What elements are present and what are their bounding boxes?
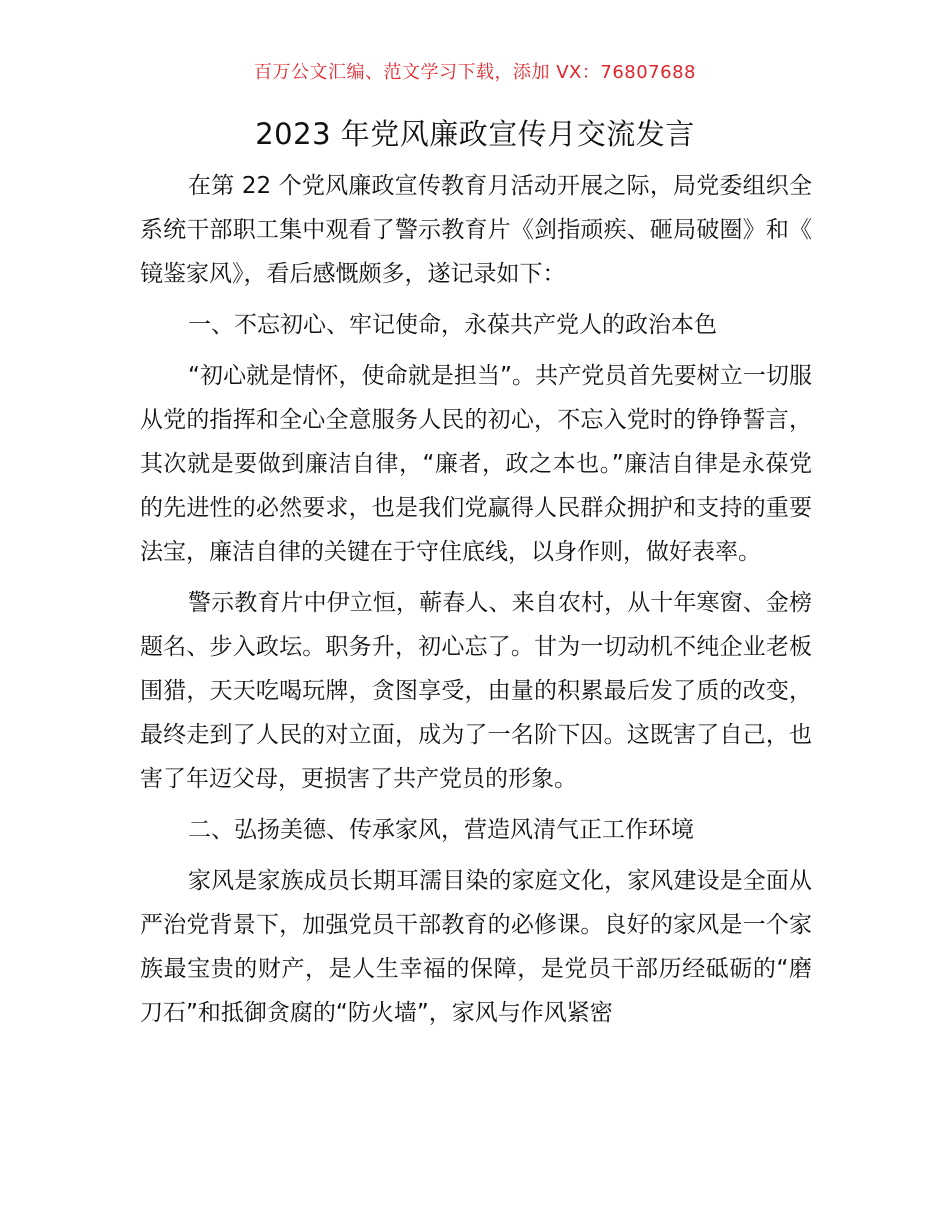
document-title: 2023 年党风廉政宣传月交流发言 — [255, 117, 695, 151]
document-body — [140, 164, 812, 1042]
paragraph-intro: 在第 22 个党风廉政宣传教育月活动开展之际，局党委组织全系统干部职工集中观看了警示教育片《剑指顽疾、砸局破圈》和《镜鉴家风》，看后感慨颇多，遂记录如下： — [140, 173, 812, 287]
paragraph-initial-mission: “初心就是情怀，使命就是担当”。共产党员首先要树立一切服从党的指挥和全心全意服务人民的初心，不忘入党时的铮铮誓言，其次就是要做到廉洁自律，“廉者，政之本也。”廉洁自律是永葆党的先进性的必然要求，也是我们党赢得人民群众拥护和支持的重要法宝，廉洁自律的关键在于守住底线，以身作则，做好表率。 — [140, 363, 812, 565]
paragraph-warning-film: 警示教育片中伊立恒，蕲春人、来自农村，从十年寒窗、金榜题名、步入政坛。职务升，初心忘了。甘为一切动机不纯企业老板围猎，天天吃喝玩牌，贪图享受，由量的积累最后发了质的改变，最终走到了人民的对立面，成为了一名阶下囚。这既害了自己，也害了年迈父母，更损害了共产党员的形象。 — [140, 590, 812, 792]
section-heading-2: 二、弘扬美德、传承家风，营造风清气正工作环境 — [188, 817, 694, 843]
paragraph-family-style: 家风是家族成员长期耳濡目染的家庭文化，家风建设是全面从严治党背景下，加强党员干部教育的必修课。良好的家风是一个家族最宝贵的财产，是人生幸福的保障，是党员干部历经砥砺的“磨刀石”和抵御贪腐的“防火墙”，家风与作风紧密 — [140, 868, 812, 1026]
header-watermark: 百万公文汇编、范文学习下载，添加 VX：76807688 — [254, 62, 696, 83]
section-heading-1: 一、不忘初心、牢记使命，永葆共产党人的政治本色 — [188, 312, 717, 338]
